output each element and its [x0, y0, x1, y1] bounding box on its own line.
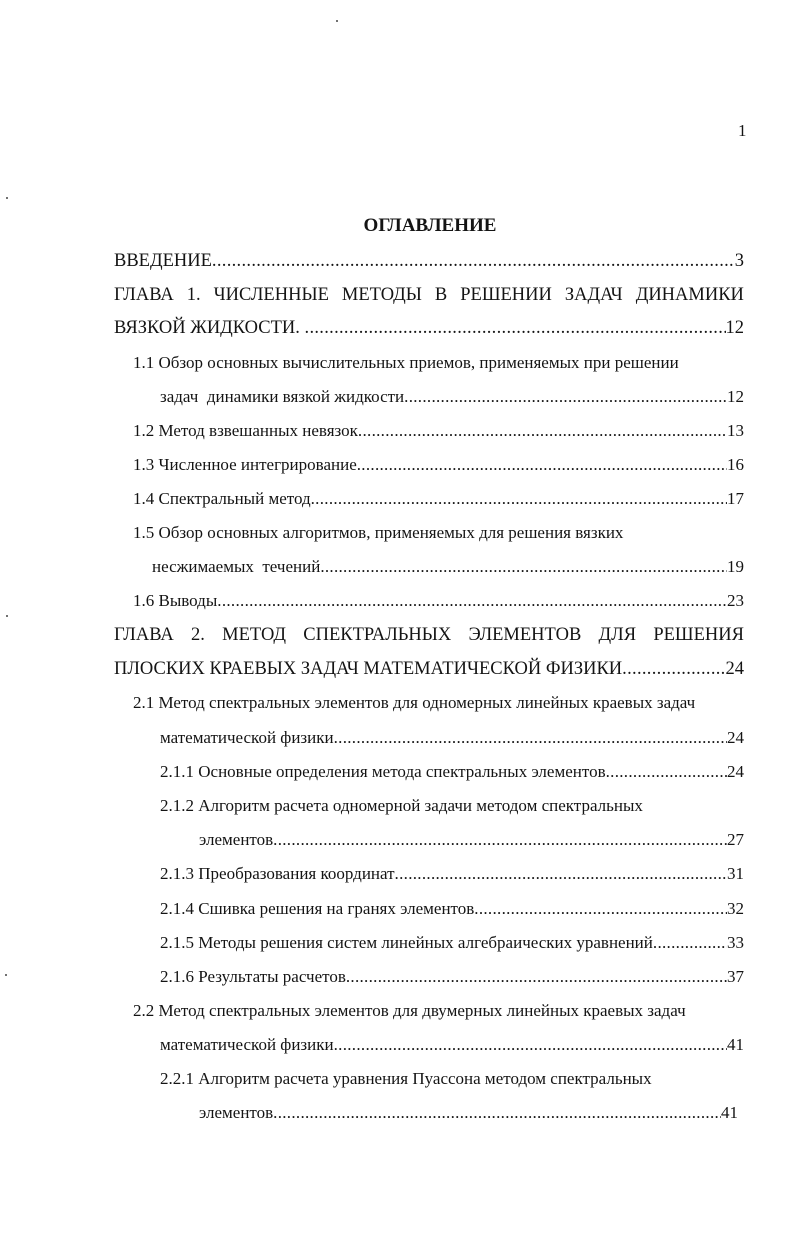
dot-leader [334, 726, 727, 750]
toc-title: 1.3 Численное интегрирование [133, 455, 357, 474]
toc-title: 2.1.3 Преобразования координат [160, 864, 395, 883]
toc-page: 33 [727, 933, 744, 952]
toc-entry-1-1[interactable] [133, 351, 744, 375]
dot-leader [653, 931, 727, 955]
toc-page: 12 [725, 318, 744, 338]
toc-page: 41 [721, 1103, 738, 1122]
toc-title-word: РЕШЕНИИ [460, 285, 552, 305]
toc-title: 2.2 Метод спектральных элементов для двумерных линейных краевых задач [133, 1001, 686, 1020]
dot-leader [395, 862, 727, 886]
toc-page: 17 [727, 489, 744, 508]
dot-leader [334, 1033, 727, 1057]
toc-entry-2-2-1-cont[interactable] [199, 1101, 738, 1125]
toc-title: 1.4 Спектральный метод [133, 489, 311, 508]
toc-page: 16 [727, 455, 744, 474]
dot-leader [311, 487, 727, 511]
dot-leader [622, 657, 725, 681]
toc-title: 1.1 Обзор основных вычислительных приемов, применяемых при решении [133, 353, 679, 372]
toc-title: 2.1.6 Результаты расчетов [160, 967, 346, 986]
dot-leader [273, 1101, 721, 1125]
dot-leader [305, 316, 726, 340]
toc-page: 27 [727, 830, 744, 849]
toc-entry-1-3[interactable] [133, 453, 744, 477]
toc-page: 13 [727, 421, 744, 440]
toc-title-word: МЕТОД [222, 625, 287, 645]
toc-title-word: В [434, 285, 448, 305]
toc-entry-2-1-3[interactable] [160, 862, 744, 886]
toc-title: 2.1 Метод спектральных элементов для одномерных линейных краевых задач [133, 693, 696, 712]
toc-title-word: ЭЛЕМЕНТОВ [468, 625, 582, 645]
dot-leader [474, 897, 727, 921]
toc-title-word: ДЛЯ [598, 625, 637, 645]
page-title: ОГЛАВЛЕНИЕ [363, 215, 497, 236]
toc-title: 2.1.2 Алгоритм расчета одномерной задачи методом спектральных [160, 796, 643, 815]
toc-title: 2.1.5 Методы решения систем линейных алгебраических уравнений [160, 933, 653, 952]
toc-title: математической физики [160, 728, 334, 747]
toc-entry-chapter-1[interactable] [114, 283, 744, 307]
toc-entry-2-2-cont[interactable] [160, 1033, 744, 1057]
toc-page: 23 [727, 591, 744, 610]
dot-leader [358, 419, 727, 443]
toc-entry-2-1-2-cont[interactable] [199, 828, 744, 852]
toc-entry-1-2[interactable] [133, 419, 744, 443]
toc-page: 12 [727, 387, 744, 406]
toc-entry-chapter-2-cont[interactable] [114, 657, 744, 681]
toc-page: 24 [727, 728, 744, 747]
dot-leader [212, 249, 735, 273]
toc-entry-2-2-1[interactable] [160, 1067, 744, 1091]
toc-title: 1.5 Обзор основных алгоритмов, применяемых для решения вязких [133, 523, 624, 542]
toc-title: несжимаемых течений [152, 557, 321, 576]
toc-entry-1-4[interactable] [133, 487, 744, 511]
toc-page: 19 [727, 557, 744, 576]
toc-entry-2-1-6[interactable] [160, 965, 744, 989]
page-number: 1 [738, 121, 747, 140]
toc-title: математической физики [160, 1035, 334, 1054]
toc-page: 31 [727, 864, 744, 883]
toc-title-word: ГЛАВА [114, 285, 174, 305]
dot-leader [273, 828, 727, 852]
toc-title-word: ЗАДАЧ [564, 285, 623, 305]
dot-leader [217, 589, 727, 613]
toc-entry-2-2[interactable] [133, 999, 744, 1023]
toc-page: 37 [727, 967, 744, 986]
toc-title: 1.6 Выводы [133, 591, 218, 610]
toc-title-word: ДИНАМИКИ [635, 285, 744, 305]
toc-entry-1-5-cont[interactable] [152, 555, 744, 579]
toc-title: ВЯЗКОЙ ЖИДКОСТИ. [114, 318, 305, 338]
dot-leader [346, 965, 727, 989]
toc-entry-2-1-2[interactable] [160, 794, 744, 818]
toc-title: элементов [199, 1103, 274, 1122]
dot-leader [606, 760, 727, 784]
toc-title-word: 2. [191, 625, 205, 645]
toc-entry-2-1-5[interactable] [160, 931, 744, 955]
toc-page: 24 [727, 762, 744, 781]
toc-title: 2.1.1 Основные определения метода спектральных элементов [160, 762, 606, 781]
toc-title-word: СПЕКТРАЛЬНЫХ [303, 625, 452, 645]
toc-title-word: МЕТОДЫ [341, 285, 422, 305]
dot-leader [320, 555, 727, 579]
toc-title: 2.1.4 Сшивка решения на гранях элементов [160, 899, 475, 918]
toc-entry-chapter-2[interactable] [114, 623, 744, 647]
toc-title: ВВЕДЕНИЕ [114, 251, 212, 271]
toc-title: 1.2 Метод взвешанных невязок [133, 421, 358, 440]
toc-page: 41 [727, 1035, 744, 1054]
toc-title-word: РЕШЕНИЯ [653, 625, 744, 645]
toc-entry-1-6[interactable] [133, 589, 744, 613]
toc-title: 2.2.1 Алгоритм расчета уравнения Пуассона методом спектральных [160, 1069, 652, 1088]
toc-entry-1-5[interactable] [133, 521, 744, 545]
toc-page: 3 [734, 251, 744, 271]
dot-leader [357, 453, 727, 477]
toc-entry-chapter-1-cont[interactable] [114, 316, 744, 340]
toc-page: 32 [727, 899, 744, 918]
toc-title: задач динамики вязкой жидкости [160, 387, 405, 406]
toc-entry-intro[interactable] [114, 249, 744, 273]
toc-page: 24 [725, 659, 744, 679]
toc-title: элементов [199, 830, 274, 849]
toc-entry-2-1-cont[interactable] [160, 726, 744, 750]
toc-title-word: 1. [186, 285, 201, 305]
toc-entry-2-1[interactable] [133, 691, 744, 715]
toc-title-word: ГЛАВА [114, 625, 174, 645]
toc-entry-1-1-cont[interactable] [160, 385, 744, 409]
toc-title-word: ЧИСЛЕННЫЕ [213, 285, 329, 305]
toc-entry-2-1-1[interactable] [160, 760, 744, 784]
toc-entry-2-1-4[interactable] [160, 897, 744, 921]
toc-title: ПЛОСКИХ КРАЕВЫХ ЗАДАЧ МАТЕМАТИЧЕСКОЙ ФИЗИКИ [114, 659, 623, 679]
dot-leader [404, 385, 727, 409]
